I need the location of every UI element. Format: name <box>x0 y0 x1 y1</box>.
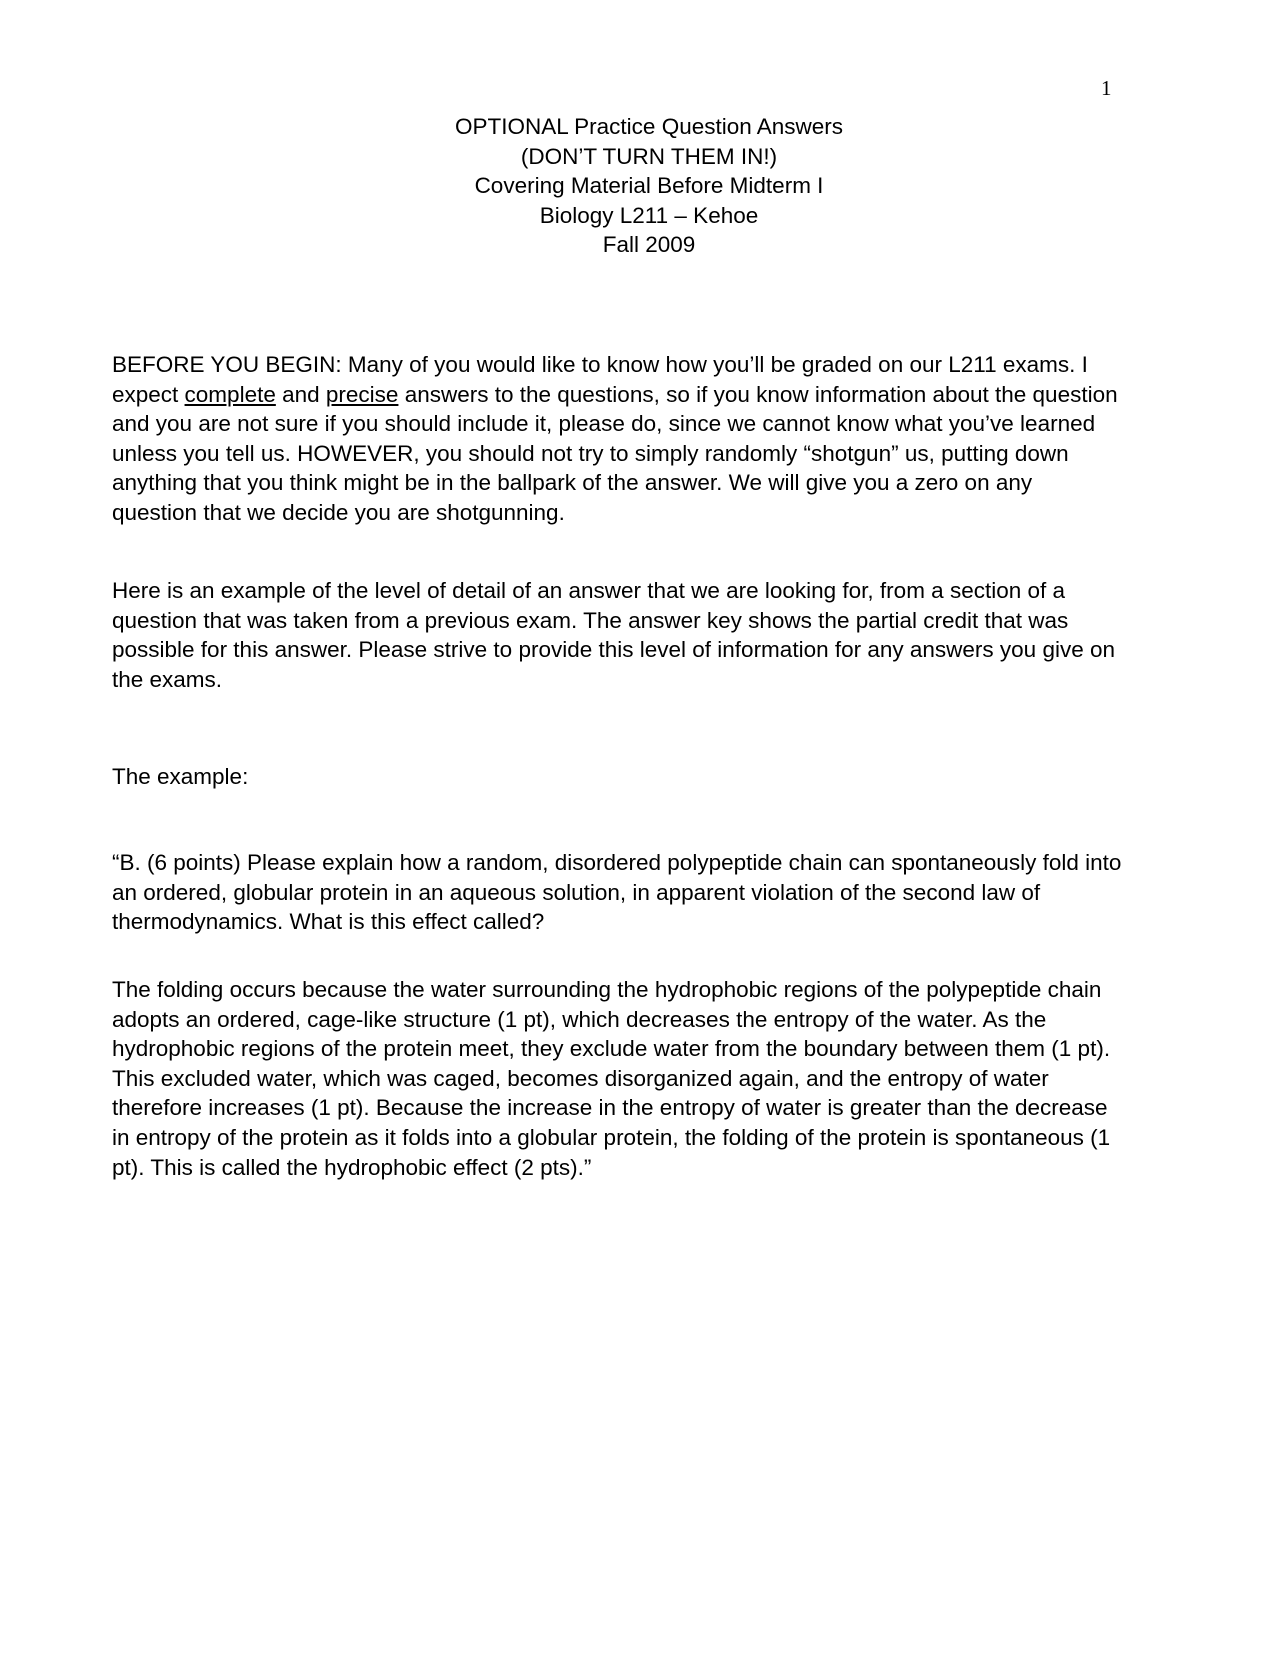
example-label-text: The example: <box>112 764 249 789</box>
document-title <box>0 112 1280 260</box>
underlined-word-complete: complete <box>184 381 276 407</box>
title-line: OPTIONAL Practice Question Answers <box>454 114 844 139</box>
example-label <box>112 762 1122 792</box>
question-text: “B. (6 points) Please explain how a random, disordered polypeptide chain can spontaneously fold into an ordered, globular protein in an aqueous solution, in apparent violation of the second law of thermodynamics. What is this effect called? <box>112 850 1122 935</box>
title-line: Biology L211 – Kehoe <box>539 202 759 228</box>
question-paragraph <box>112 848 1122 937</box>
page-number: 1 <box>1101 76 1112 100</box>
example-description-paragraph <box>112 576 1122 694</box>
answer-text: The folding occurs because the water surrounding the hydrophobic regions of the polypeptide chain adopts an ordered, cage-like structure (1 pt), which decreases the entropy of the water. As the hydrophobic regions of the protein meet, they exclude water from the boundary between them (1 pt). This excluded water, which was caged, becomes disorganized again, and the entropy of water therefore increases (1 pt). Because the increase in the entropy of water is greater than the decrease in entropy of the protein as it folds into a globular protein, the folding of the protein is spontaneous (1 pt). This is called the hydrophobic effect (2 pts).” <box>112 977 1111 1180</box>
title-line: Fall 2009 <box>602 232 696 257</box>
intro-text: BEFORE YOU BEGIN: Many of you would like to know how you’ll be graded on our L211 exams. I expect <box>112 352 1088 407</box>
intro-text: and <box>275 381 326 407</box>
title-line: (DON’T TURN THEM IN!) <box>520 143 778 169</box>
example-description-text: Here is an example of the level of detail of an answer that we are looking for, from a section of a question that was taken from a previous exam. The answer key shows the partial credit that was possible for this answer. Please strive to provide this level of information for any answers you give on the exams. <box>112 578 1115 692</box>
intro-text: answers to the questions, so if you know information about the question and you are not sure if you should include it, please do, since we cannot know what you’ve learned unless you tell us. HOWEVER, you should not try to simply randomly “shotgun” us, putting down anything that you think might be in the ballpark of the answer. We will give you a zero on any question that we decide you are shotgunning. <box>112 381 1118 525</box>
answer-paragraph <box>112 975 1122 1182</box>
title-line: Covering Material Before Midterm I <box>474 173 824 198</box>
intro-paragraph <box>112 350 1122 528</box>
underlined-word-precise: precise <box>325 381 399 407</box>
